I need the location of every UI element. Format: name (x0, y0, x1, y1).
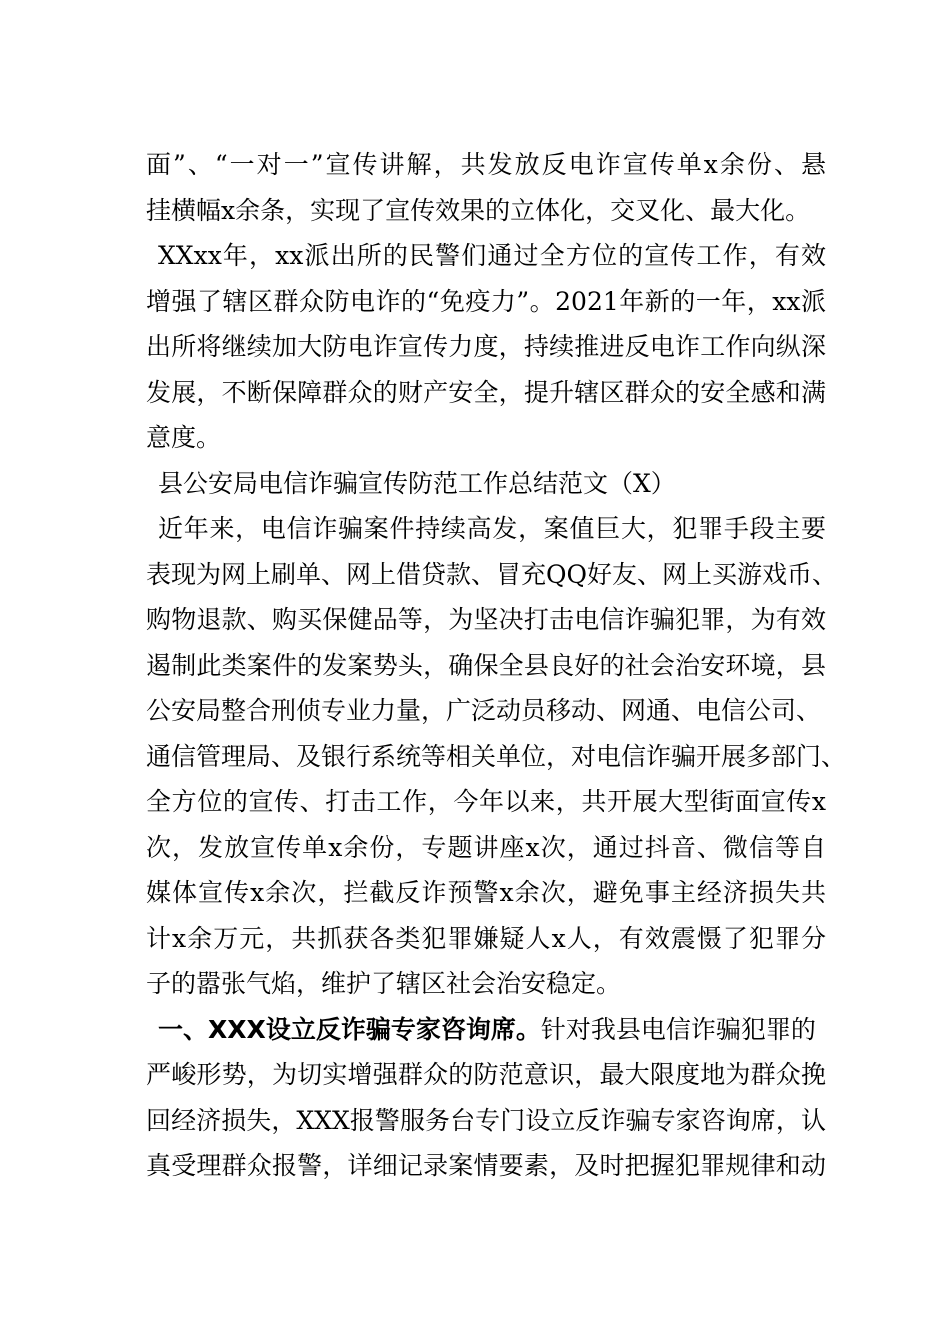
paragraph-line: 回经济损失，XXX报警服务台专门设立反诈骗专家咨询席，认 (146, 1105, 826, 1135)
paragraph-line: 面”、“一对一”宣传讲解，共发放反电诈宣传单x余份、悬 (146, 150, 826, 179)
paragraph-line: 通信管理局、及银行系统等相关单位，对电信诈骗开展多部门、 (146, 741, 847, 771)
paragraph-line: 全方位的宣传、打击工作，今年以来，共开展大型街面宣传x (146, 787, 826, 816)
section-first-line (146, 1007, 826, 1053)
paragraph-line: 遏制此类案件的发案势头，确保全县良好的社会治安环境，县 (146, 650, 826, 680)
paragraph-line: 购物退款、购买保健品等，为坚决打击电信诈骗犯罪，为有效 (146, 605, 826, 634)
paragraph-line: 子的嚣张气焰，维护了辖区社会治安稳定。 (146, 969, 622, 998)
document-body (146, 142, 847, 1189)
section-heading: 一、XXX设立反诈骗专家咨询席。 (158, 1014, 541, 1044)
paragraph-line: 严峻形势，为切实增强群众的防范意识，最大限度地为群众挽 (146, 1060, 826, 1089)
paragraph-line: 意度。 (146, 423, 222, 452)
paragraph-line: 表现为网上刷单、网上借贷款、冒充QQ好友、网上买游戏币、 (146, 559, 837, 589)
article-title: 县公安局电信诈骗宣传防范工作总结范文（X） (158, 468, 676, 498)
paragraph-line: 出所将继续加大防电诈宣传力度，持续推进反电诈工作向纵深 (146, 332, 826, 361)
paragraph-line: XXxx年，xx派出所的民警们通过全方位的宣传工作，有效 (158, 241, 826, 270)
paragraph-line: 公安局整合刑侦专业力量，广泛动员移动、网通、电信公司、 (146, 696, 822, 725)
paragraph-line: 挂横幅x余条，实现了宣传效果的立体化，交叉化、最大化。 (146, 195, 811, 225)
paragraph-line: 次，发放宣传单x余份，专题讲座x次，通过抖音、微信等自 (146, 832, 826, 862)
paragraph-line: 发展，不断保障群众的财产安全，提升辖区群众的安全感和满 (146, 377, 826, 407)
paragraph-line: 近年来，电信诈骗案件持续高发，案值巨大，犯罪手段主要 (158, 514, 826, 543)
section-text: 针对我县电信诈骗犯罪的 (540, 1014, 816, 1044)
paragraph-line: 增强了辖区群众防电诈的“免疫力”。2021年新的一年，xx派 (146, 286, 826, 316)
paragraph-line: 媒体宣传x余次，拦截反诈预警x余次，避免事主经济损失共 (146, 878, 826, 907)
paragraph-line: 计x余万元，共抓获各类犯罪嫌疑人x人，有效震慑了犯罪分 (146, 923, 826, 953)
paragraph-line: 真受理群众报警，详细记录案情要素，及时把握犯罪规律和动 (146, 1151, 826, 1180)
